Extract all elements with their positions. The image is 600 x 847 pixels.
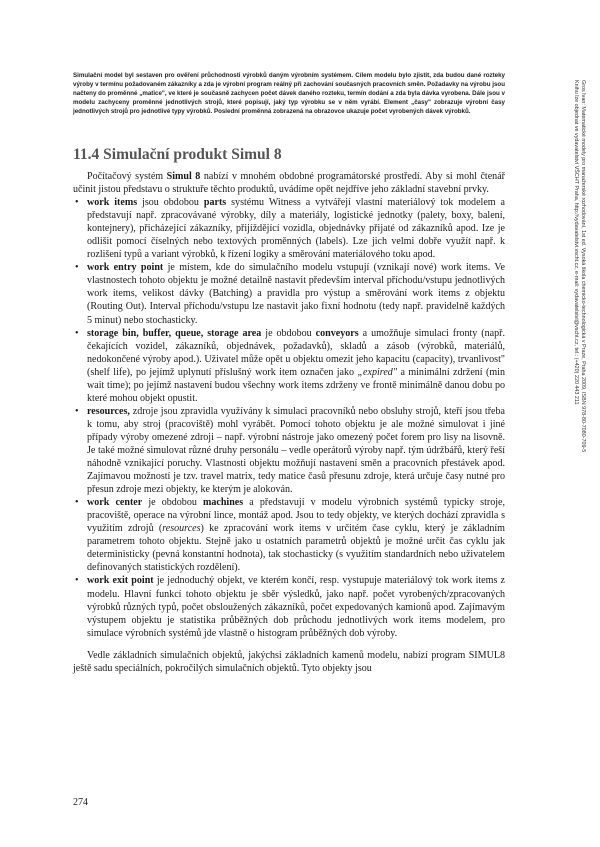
page-number: 274: [73, 797, 88, 808]
bullet-icon: •: [75, 197, 79, 209]
product-name: Simul 8: [166, 171, 201, 182]
section-heading: 11.4 Simulační produkt Simul 8: [73, 146, 282, 163]
closing-paragraph: Vedle základních simulačních objektů, jakýchsi základních kamenů modelu, nabízí program SIMUL8 ještě sadu speciálních, pokročilých simulačních objektů. Tyto objekty jsou: [73, 649, 505, 674]
side-note-line: Knihu lze objednat ve vydavatelství VŠCHT Praha, http://vydavatelstvi.vscht.cz, e-mail: vydavatelstvi@vscht.cz, tel.: (+420) 220 443 211: [573, 80, 579, 405]
intro-paragraph: Počítačový systém Simul 8 nabízí v mnohém obdobné programátorské prostředí. Aby si mohl čtenář učinit jistou představu o struktuře těchto produktů, uvádíme opět nejdříve jeho základní stavební prvky.: [73, 171, 505, 196]
list-item-work-exit-point: • work exit point je jednoduchý objekt, ve kterém končí, resp. vystupuje materiálový tok work items z modelu. Hlavní funkcí tohoto objektu je sběr výsledků, jako např. počet vyrobených/zpracovaných výrobků různých typů, počet obsloužených zákazníků, počet expedovaných kamionů apod. Zajímavým výstupem objektu je statistika průběžných dob průchodu jednotlivých work items modelem, pro simulace výrobních systémů jde vlastně o histogram průběžných dob výroby.: [75, 575, 506, 639]
bullet-icon: •: [75, 262, 79, 274]
figure-caption: Simulační model byl sestaven pro ověření průchodnosti výrobků daným výrobním systémem. Cílem modelu bylo zjistit, zda budou dané rozteky výroby v termínu požadovaném zákazníky a zda je výrobní program reálný při zachování současných pracovních směn. Požadavky na výrobu jsou načteny do proměnné „matice", ve které je současně zachycen počet dávek daného rozteku, termín dodání a zda byla dávka vyrobena. Dále jsou v modelu zachyceny proměnné jednotlivých strojů, které popisují, jaký typ výrobku se v něm vyrábí. Element „časy" zobrazuje výrobní časy jednotlivých strojů pro jednotlivé typy výrobků. Poslední proměnná zobrazená na obrazovce ukazuje počet vyrobených dávek výrobků.: [73, 72, 505, 115]
bullet-icon: •: [75, 327, 79, 339]
bullet-icon: •: [75, 497, 79, 509]
list-item-resources: • resources, zdroje jsou zpravidla využívány k simulaci pracovníků nebo obsluhy strojů, kteří jsou třeba k tomu, aby stroj (pracoviště) mohl vyrábět. Pomocí tohoto objektu je ale možné simulovat i jiné případy výroby omezené zdroji – např. výrobní nástroje jako omezený počet forem pro lisy na lisovně. Je také možné simulovat různé druhy personálu – vedle operátorů výroby např. tým údržbářů, který řeší náhodně vznikající poruchy. Vlastnosti objektu možňují nastavení směn a pracovních přestávek apod. Zajímavou možností je tzv. travel matrix, tedy matice časů přesunu zdroje, která určuje časy nutné pro přesun zdroje mezi objekty, ke kterým je alokován.: [75, 405, 505, 496]
list-item-work-items: • work items jsou obdobou parts systému Witness a vytvářejí vlastní materiálový tok modelem a představují např. zpracovávané výrobky, díly a materiály, logistické jednotky (palety, boxy, balení, kontejnery), přicházející zákazníky, přijíždějící vozidla, objednávky přijaté od zákazníků apod. Ize je odlišit pomocí číselných nebo textových proměnných (labels). Lze jich velmi dobře využít např. k rozlišení typů a variant výrobků, k řízení logiky a směrování materiálového toku apod.: [75, 197, 505, 261]
list-item-storage-bin: • storage bin, buffer, queue, storage area je obdobou conveyors a umožňuje simulaci fronty (např. čekajících vozidel, zákazníků, objednávek, požadavků), skladů a zásob (výrobků, materiálů, nedokončené výroby apod.). Uživatel může opět u objektu omezit jeho kapacitu (capacity), trvanlivost" (shelf life), po jejímž uplynutí příslušný work item označen jako „expired" a minimální zdržení (min wait time); po jejímž nastavení budou všechny work items zdrženy ve frontě minimálně danou dobu po které mohou objekt opustit.: [75, 327, 505, 404]
list-item-work-entry-point: • work entry point je místem, kde do simulačního modelu vstupují (vznikají nové) work items. Ve vlastnostech tohoto objektu je možné detailně nastavit především interval příchodu/vstupu jednotlivých work items, velikost dávky (Batching) a pravidla pro výstup a směrování work items z objektu (Routing Out). Interval příchodu/vstupu lze nastavit jako fixní hodnotu (tedy např. pravidelně každých 5 minut) nebo stochasticky.: [75, 262, 506, 326]
bullet-icon: •: [75, 575, 79, 587]
side-copyright-note: [572, 80, 586, 580]
list-item-work-center: • work center je obdobou machines a představují v modelu výrobních systémů typicky stroje, pracoviště, operace na výrobní lince, montáž apod. Jsou to tedy objekty, ve kterých dochází zpravidla s využitím zdrojů (resources) ke zpracování work items v určitém čase cyklu, který je základním parametrem tohoto objektu. Stejně jako u ostatních parametrů objektů je možné určit čas cyklu jak deterministicky (pevná konstantní hodnota), tak stochasticky (s využitím standardních nebo uživatelem definovaných statistických rozdělení).: [75, 497, 506, 574]
element-list: [73, 196, 505, 640]
bullet-icon: •: [75, 405, 79, 417]
side-note-line: Gros Ivan: Matematické modely pro manažerské rozhodování, 1st ed. Vysoká škola chemicko-technologická v Praze, Praha 2009, ISBN 978-80-7080-709-5: [580, 80, 586, 453]
main-text: [73, 170, 505, 675]
